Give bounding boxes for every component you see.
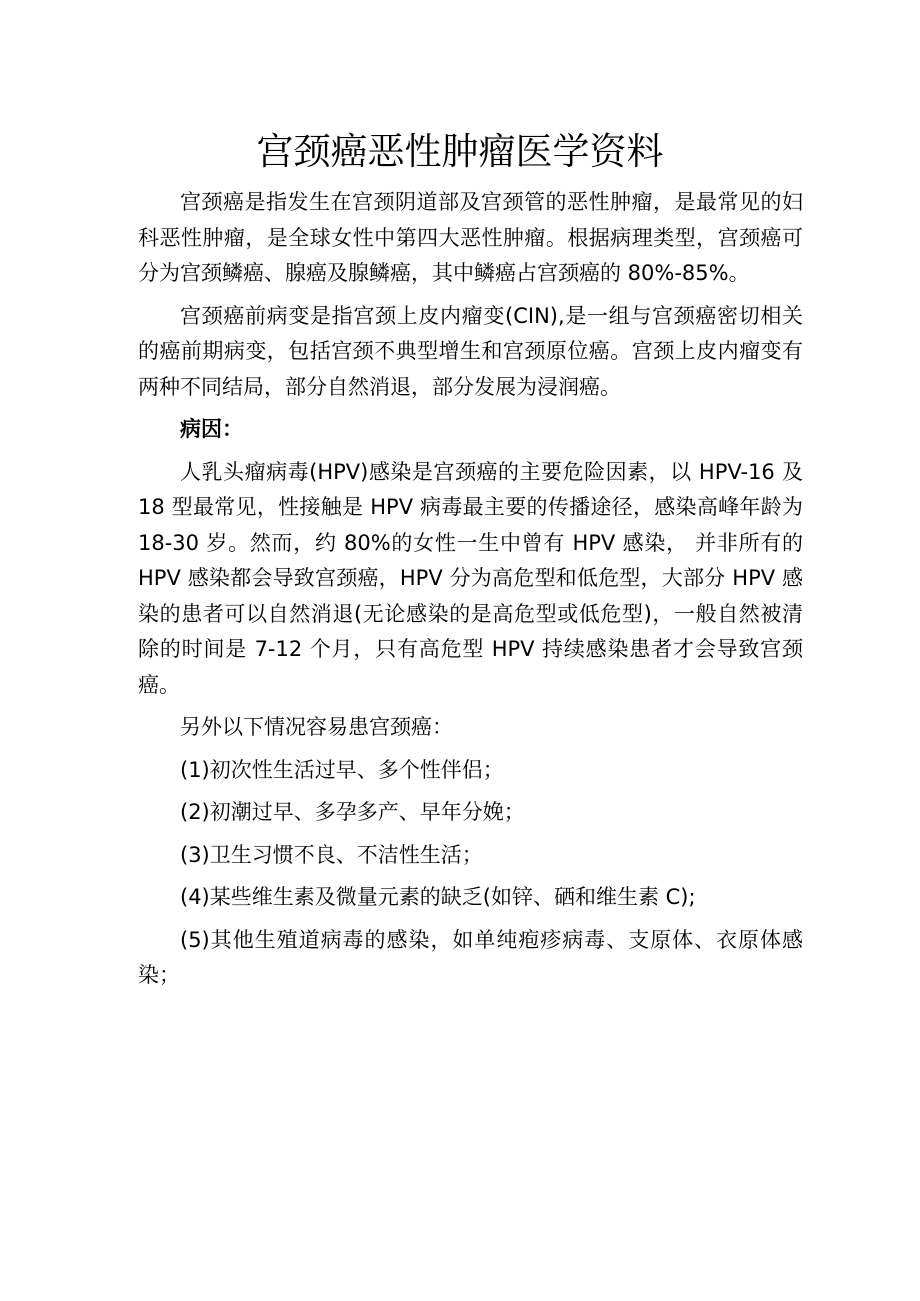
document-body: [138, 185, 803, 1001]
list-item: (2)初潮过早、多孕多产、早年分娩；: [180, 800, 525, 824]
list-item: (1)初次性生活过早、多个性伴侣；: [180, 757, 504, 782]
intro-paragraph: 宫颈癌是指发生在宫颈阴道部及宫颈管的恶性肿瘤，是最常见的妇科恶性肿瘤，是全球女性中第四大恶性肿瘤。根据病理类型，宫颈癌可分为宫颈鳞癌、腺癌及腺鳞癌，其中鳞癌占宫颈癌的 80%-85%。: [138, 190, 803, 285]
cause-heading: 病因：: [180, 417, 243, 441]
cause-paragraph: 人乳头瘤病毒(HPV)感染是宫颈癌的主要危险因素，以 HPV-16 及 18 型最常见，性接触是 HPV 病毒最主要的传播途径，感染高峰年龄为 18-30 岁。然而，约 80%的女性一生中曾有 HPV 感染， 并非所有的HPV 感染都会导致宫颈癌，HPV 分为高危型和低危型，大部分 HPV 感染的患者可以自然消退(无论感染的是高危型或低危型)，一般自然被清除的时间是 7-12 个月，只有高危型 HPV 持续感染患者才会导致宫颈癌。: [138, 459, 803, 697]
list-item: (4)某些维生素及微量元素的缺乏(如锌、硒和维生素 C);: [180, 885, 696, 909]
risk-factor-list: [138, 753, 803, 994]
document-title: 宫颈癌恶性肿瘤医学资料: [256, 130, 664, 173]
risk-intro: 另外以下情况容易患宫颈癌：: [180, 715, 453, 739]
list-item: (3)卫生习惯不良、不洁性生活；: [180, 842, 483, 867]
precancer-paragraph: 宫颈癌前病变是指宫颈上皮内瘤变(CIN),是一组与宫颈癌密切相关的癌前期病变，包括宫颈不典型增生和宫颈原位癌。宫颈上皮内瘤变有两种不同结局，部分自然消退，部分发展为浸润癌。: [138, 303, 803, 399]
list-item: (5)其他生殖道病毒的感染，如单纯疱疹病毒、支原体、衣原体感染；: [138, 927, 803, 987]
